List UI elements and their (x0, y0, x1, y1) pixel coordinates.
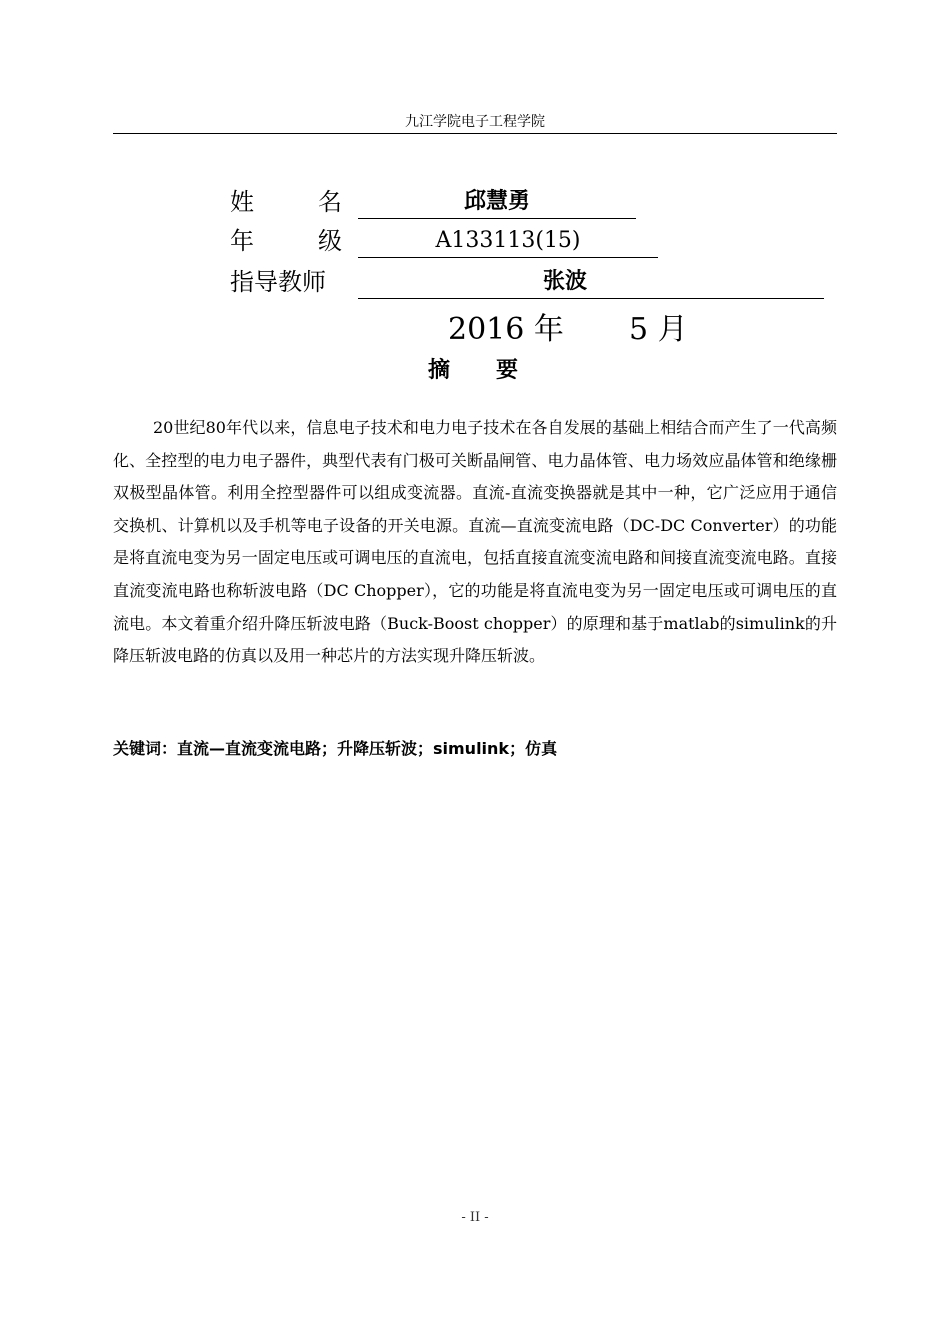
name-value: 邱慧勇 (358, 184, 636, 219)
name-label-char-1: 姓 (230, 188, 254, 216)
grade-label-char-1: 年 (230, 227, 254, 255)
page-number: - II - (461, 1210, 489, 1225)
date-year: 2016 (448, 312, 525, 347)
abstract-title-char-1: 摘 (428, 358, 451, 383)
advisor-value (358, 264, 824, 299)
date-year-unit: 年 (533, 312, 564, 347)
name-label (230, 184, 342, 220)
date-month-unit: 月 (657, 312, 688, 347)
date-month: 5 (629, 312, 649, 347)
name-label-char-2: 名 (318, 188, 342, 216)
advisor-value-text: 张波 (543, 269, 588, 294)
advisor-label: 指导教师 (230, 268, 326, 296)
grade-value: A133113(15) (358, 223, 658, 258)
page-header: 九江学院电子工程学院 (405, 114, 545, 130)
grade-label (230, 223, 342, 259)
header-rule (113, 133, 837, 134)
grade-label-char-2: 级 (318, 227, 342, 255)
abstract-body: 20世纪80年代以来，信息电子技术和电力电子技术在各自发展的基础上相结合而产生了一代高频化、全控型的电力电子器件，典型代表有门极可关断晶闸管、电力晶体管、电力场效应晶体管和绝缘栅双极型晶体管。利用全控型器件可以组成变流器。直流-直流变换器就是其中一种，它广泛应用于通信交换机、计算机以及手机等电子设备的开关电源。直流—直流变流电路（DC-DC Converter）的功能是将直流电变为另一固定电压或可调电压的直流电，包括直接直流变流电路和间接直流变流电路。直接直流变流电路也称斩波电路（DC Chopper），它的功能是将直流电变为另一固定电压或可调电压的直流电。本文着重介绍升降压斩波电路（Buck-Boost chopper）的原理和基于matlab的simulink的升降压斩波电路的仿真以及用一种芯片的方法实现升降压斩波。 (113, 418, 837, 666)
abstract-title (428, 354, 518, 388)
abstract-title-char-2: 要 (496, 358, 519, 383)
keywords: 关键词：直流—直流变流电路；升降压斩波；simulink；仿真 (113, 739, 558, 758)
date-line (448, 310, 688, 350)
